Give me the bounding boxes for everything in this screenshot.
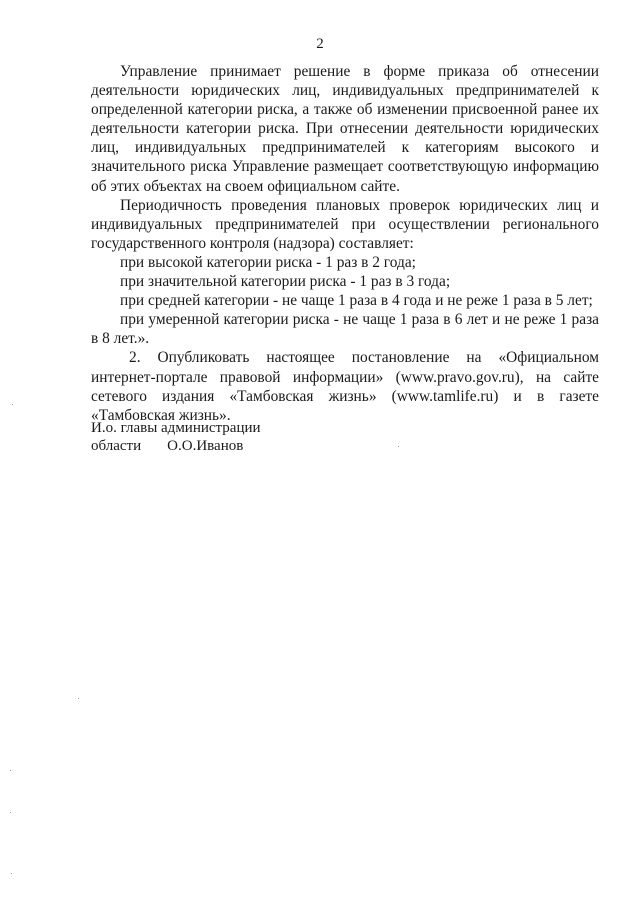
paragraph-inspection-frequency: Периодичность проведения плановых проверок юридических лиц и индивидуальных предпринимателей при осуществлении регионального государственного контроля (надзора) составляет: bbox=[91, 196, 599, 252]
signatory-name: О.О.Иванов bbox=[167, 438, 244, 454]
signature-block bbox=[91, 419, 261, 455]
scan-speck bbox=[11, 873, 12, 874]
paragraph-risk-decision: Управление принимает решение в форме приказа об отнесении деятельности юридических лиц, индивидуальных предпринимателей к определенной категории риска, а также об изменении присвоенной ранее их деятельности категории риска. При отнесении деятельности юридических лиц, индивидуальных предпринимателей к категориям высокого и значительного риска Управление размещает соответствующую информацию об этих объектах на своем официальном сайте. bbox=[91, 63, 599, 195]
list-item-high-risk: при высокой категории риска - 1 раз в 2 года; bbox=[120, 253, 416, 271]
scan-speck bbox=[12, 404, 13, 405]
scan-speck bbox=[78, 698, 79, 699]
scan-speck bbox=[398, 446, 399, 447]
list-item-moderate-risk: при умеренной категории риска - не чаще 1 раза в 6 лет и не реже 1 раза в 8 лет.». bbox=[91, 311, 599, 348]
paragraph-publication: 2. Опубликовать настоящее постановление на «Официальном интернет-портале правовой информации» (www.pravo.gov.ru), на сайте сетевого издания «Тамбовская жизнь» (www.tamlife.ru) и в газете «Тамбовская жизнь». bbox=[91, 349, 599, 424]
signature-title-line1: И.о. главы администрации bbox=[91, 420, 261, 436]
document-body bbox=[91, 62, 599, 425]
scan-speck bbox=[10, 812, 11, 813]
list-item-medium-risk: при средней категории - не чаще 1 раза в 4 года и не реже 1 раза в 5 лет; bbox=[120, 292, 593, 310]
signature-region: области bbox=[91, 438, 142, 454]
list-item-significant-risk: при значительной категории риска - 1 раз в 3 года; bbox=[120, 273, 451, 291]
signature-title-line2 bbox=[91, 437, 261, 455]
scan-speck bbox=[10, 770, 11, 771]
page-number: 2 bbox=[316, 36, 324, 52]
